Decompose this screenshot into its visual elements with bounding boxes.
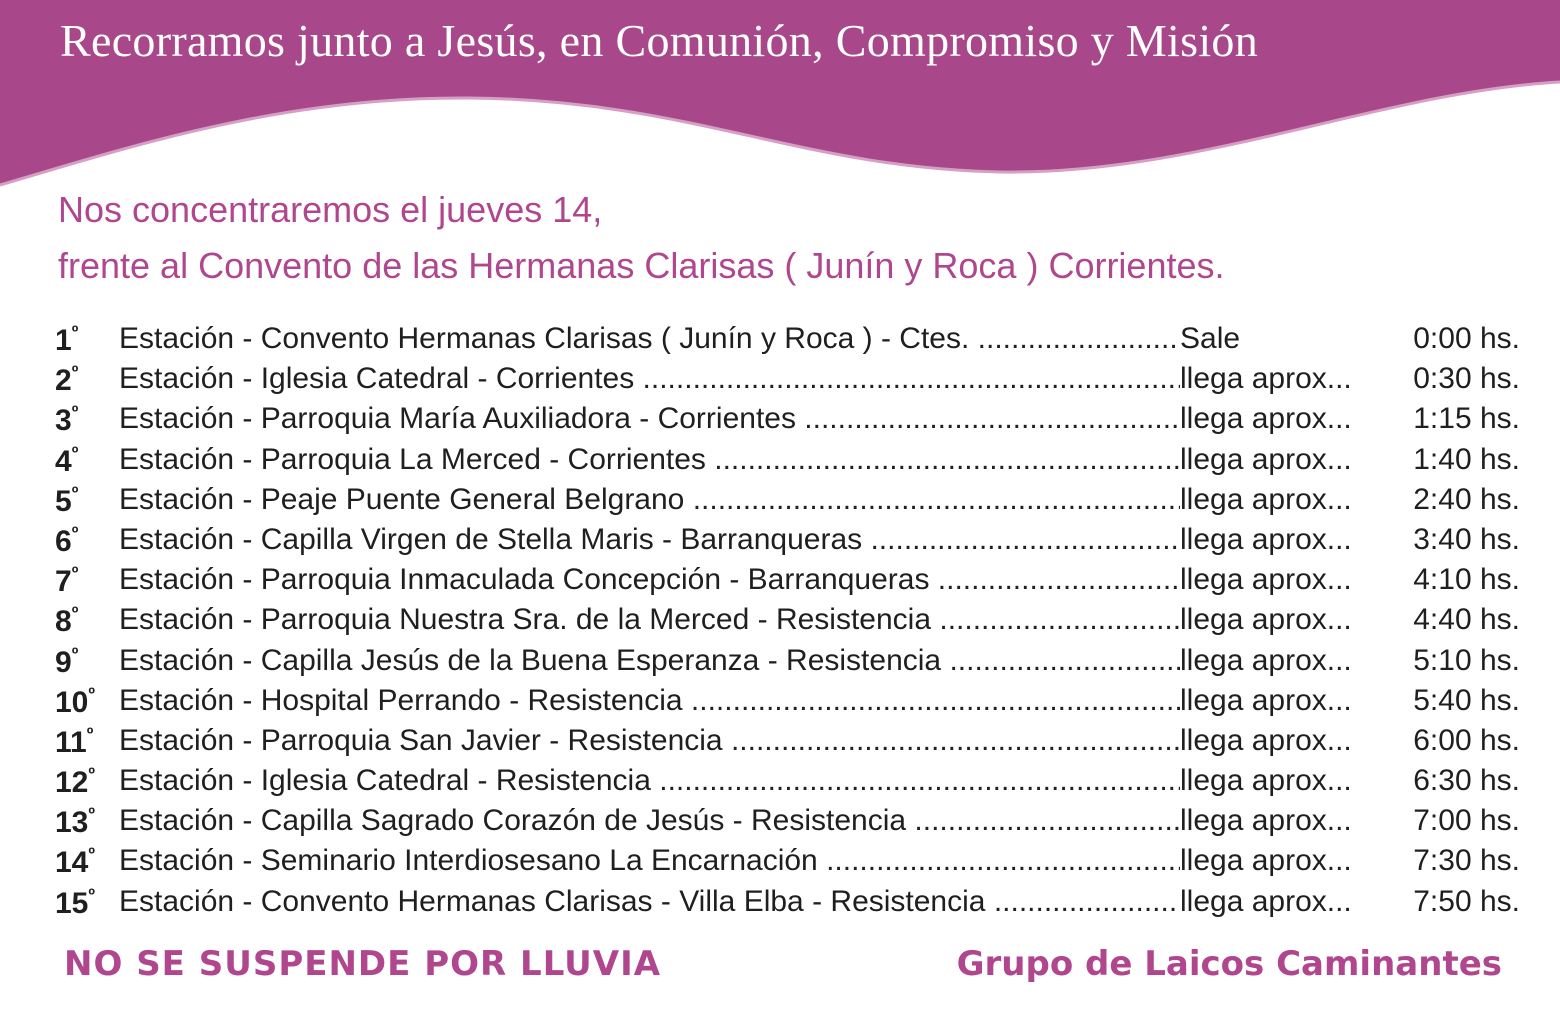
station-time: 6:30 hs. — [1413, 764, 1520, 798]
station-status: llega aprox... — [1180, 844, 1352, 878]
station-status: llega aprox... — [1180, 402, 1352, 436]
station-status: llega aprox... — [1180, 442, 1352, 476]
station-row — [55, 441, 1520, 481]
intro-line-1: Nos concentraremos el jueves 14, — [58, 189, 603, 230]
station-time: 1:40 hs. — [1413, 442, 1520, 476]
station-time: 4:10 hs. — [1413, 563, 1520, 597]
station-description: Estación - Hospital Perrando - Resistencia ..... — [119, 684, 1180, 718]
station-status: llega aprox... — [1180, 603, 1352, 637]
station-number: $12^º$ — [55, 764, 95, 800]
station-description: Estación - Parroquia La Merced - Corrientes ..... — [119, 443, 1180, 477]
station-status: llega aprox... — [1180, 362, 1352, 396]
station-time: 7:00 hs. — [1413, 804, 1520, 838]
station-description: Estación - Convento Hermanas Clarisas ( Junín y Roca ) - Ctes. ..... — [119, 322, 1180, 356]
station-row — [55, 642, 1520, 682]
station-status: llega aprox... — [1180, 643, 1352, 677]
station-status: llega aprox... — [1180, 723, 1352, 757]
station-time: 0:30 hs. — [1413, 362, 1520, 396]
station-description: Estación - Parroquia Nuestra Sra. de la Merced - Resistencia ..... — [119, 603, 1180, 637]
intro-text — [58, 182, 1528, 294]
station-row — [55, 360, 1520, 400]
station-number: $15^º$ — [55, 884, 95, 920]
station-time: 7:50 hs. — [1413, 884, 1520, 918]
station-number: $6^º$ — [55, 522, 79, 558]
station-description: Estación - Iglesia Catedral - Resistencia ..... — [119, 764, 1180, 798]
station-row — [55, 722, 1520, 762]
station-number: $3^º$ — [55, 402, 79, 438]
station-description: Estación - Parroquia Inmaculada Concepción - Barranqueras ..... — [119, 563, 1180, 597]
station-description: Estación - Iglesia Catedral - Corrientes ..... — [119, 362, 1180, 396]
station-description: Estación - Capilla Jesús de la Buena Esperanza - Resistencia ..... — [119, 644, 1180, 678]
intro-line-2: frente al Convento de las Hermanas Clarisas ( Junín y Roca ) Corrientes. — [58, 245, 1225, 286]
banner-title: Recorramos junto a Jesús, en Comunión, Compromiso y Misión — [60, 15, 1259, 66]
station-row — [55, 883, 1520, 923]
station-number: $8^º$ — [55, 603, 79, 639]
station-row — [55, 842, 1520, 882]
station-status: llega aprox... — [1180, 804, 1352, 838]
station-status: llega aprox... — [1180, 522, 1352, 556]
station-row — [55, 682, 1520, 722]
station-time: 0:00 hs. — [1413, 322, 1520, 355]
station-description: Estación - Parroquia María Auxiliadora - Corrientes ..... — [119, 402, 1180, 436]
station-time: 7:30 hs. — [1413, 844, 1520, 878]
station-number: $4^º$ — [55, 442, 79, 478]
station-number: $13^º$ — [55, 804, 95, 840]
station-number: $1^º$ — [55, 322, 79, 357]
station-number: $2^º$ — [55, 362, 79, 398]
station-status: llega aprox... — [1180, 683, 1352, 717]
station-description: Estación - Parroquia San Javier - Resistencia ..... — [119, 724, 1180, 758]
station-row — [55, 320, 1520, 360]
header-banner — [0, 0, 1560, 200]
station-row — [55, 762, 1520, 802]
station-number: $10^º$ — [55, 683, 95, 719]
station-description: Estación - Capilla Virgen de Stella Maris - Barranqueras ..... — [119, 523, 1180, 557]
station-status: llega aprox... — [1180, 764, 1352, 798]
station-description: Estación - Convento Hermanas Clarisas - Villa Elba - Resistencia ..... — [119, 885, 1180, 919]
station-number: $7^º$ — [55, 563, 79, 599]
station-time: 4:40 hs. — [1413, 603, 1520, 637]
station-description: Estación - Capilla Sagrado Corazón de Jesús - Resistencia ..... — [119, 804, 1180, 838]
group-name: Grupo de Laicos Caminantes — [956, 944, 1502, 984]
rain-notice: NO SE SUSPENDE POR LLUVIA — [64, 944, 662, 984]
stations-list — [55, 320, 1520, 923]
station-number: $5^º$ — [55, 482, 79, 518]
station-row — [55, 561, 1520, 601]
station-row — [55, 481, 1520, 521]
station-time: 2:40 hs. — [1413, 482, 1520, 516]
station-status: llega aprox... — [1180, 884, 1352, 918]
station-time: 5:40 hs. — [1413, 683, 1520, 717]
station-number: $11^º$ — [55, 723, 94, 759]
station-row — [55, 400, 1520, 440]
station-status: llega aprox... — [1180, 563, 1352, 597]
station-number: $9^º$ — [55, 643, 79, 679]
station-status: llega aprox... — [1180, 482, 1352, 516]
station-number: $14^º$ — [55, 844, 95, 880]
station-time: 5:10 hs. — [1413, 643, 1520, 677]
station-time: 6:00 hs. — [1413, 723, 1520, 757]
station-row — [55, 802, 1520, 842]
station-description: Estación - Seminario Interdiosesano La Encarnación ..... — [119, 844, 1180, 878]
station-time: 1:15 hs. — [1413, 402, 1520, 436]
station-description: Estación - Peaje Puente General Belgrano ..... — [119, 483, 1180, 517]
station-time: 3:40 hs. — [1413, 522, 1520, 556]
station-status: Sale — [1180, 322, 1241, 355]
station-row — [55, 521, 1520, 561]
station-row — [55, 601, 1520, 641]
